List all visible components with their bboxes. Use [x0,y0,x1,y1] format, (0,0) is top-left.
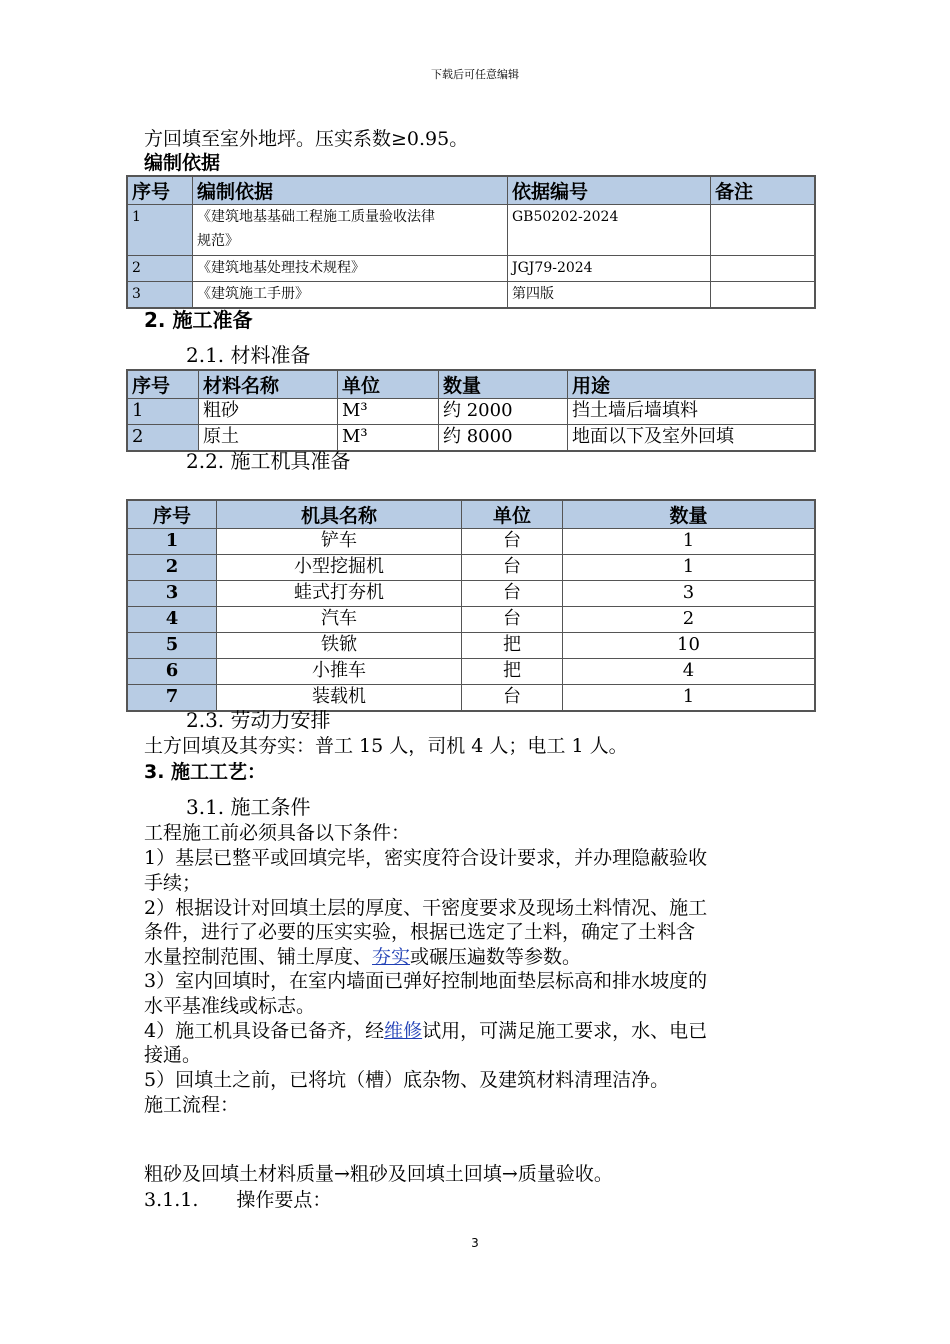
row-number: 1 [127,205,193,256]
column-header: 用途 [568,370,816,399]
basis-name: 《建筑地基基础工程施工质量验收法律 规范》 [193,205,508,256]
equipment-qty: 10 [563,633,816,659]
section-2-heading: 2. 施工准备 [144,308,253,332]
material-name: 原土 [199,425,338,452]
basis-code: JGJ79-2024 [508,256,711,282]
material-name: 粗砂 [199,399,338,425]
basis-code: GB50202-2024 [508,205,711,256]
table-row [127,529,815,555]
column-header: 单位 [462,500,563,529]
column-header: 序号 [127,500,217,529]
material-unit: M³ [338,399,439,425]
basis-code: 第四版 [508,282,711,309]
equipment-unit: 台 [462,581,563,607]
table-header-row [127,370,815,399]
row-number: 2 [127,425,199,452]
basis-note [711,282,816,309]
table-row [127,205,815,256]
table-row [127,633,815,659]
condition-5: 5）回填土之前，已将坑（槽）底杂物、及建筑材料清理洁净。 [144,1069,670,1091]
column-header: 编制依据 [193,176,508,205]
equipment-name: 小型挖掘机 [217,555,462,581]
materials-heading: 2.1. 材料准备 [186,343,311,367]
row-number: 2 [127,555,217,581]
row-number: 6 [127,659,217,685]
basis-name: 《建筑地基处理技术规程》 [193,256,508,282]
row-number: 3 [127,282,193,309]
material-use: 挡土墙后墙填料 [568,399,816,425]
labor-heading: 2.3. 劳动力安排 [186,708,331,732]
operation-points-heading: 3.1.1. 操作要点： [144,1189,332,1211]
row-number: 1 [127,399,199,425]
column-header: 单位 [338,370,439,399]
condition-4: 4）施工机具设备已备齐，经维修试用，可满足施工要求，水、电已 [144,1020,708,1042]
labor-text: 土方回填及其夯实：普工 15 人，司机 4 人；电工 1 人。 [144,735,628,757]
table-row [127,256,815,282]
column-header: 材料名称 [199,370,338,399]
condition-3-cont: 水平基准线或标志。 [144,995,316,1017]
column-header: 数量 [563,500,816,529]
material-qty: 约 8000 [439,425,568,452]
equipment-name: 小推车 [217,659,462,685]
equipment-unit: 把 [462,659,563,685]
condition-2: 2）根据设计对回填土层的厚度、干密度要求及现场土料情况、施工 [144,897,708,919]
flow-text: 粗砂及回填土材料质量→粗砂及回填土回填→质量验收。 [144,1163,613,1185]
equipment-unit: 把 [462,633,563,659]
table-header-row [127,176,815,205]
column-header: 备注 [711,176,816,205]
row-number: 1 [127,529,217,555]
column-header: 依据编号 [508,176,711,205]
page-number: 3 [471,1236,479,1250]
flow-label: 施工流程： [144,1094,240,1116]
basis-note [711,205,816,256]
column-header: 数量 [439,370,568,399]
condition-1-cont: 手续； [144,872,202,894]
table-row [127,399,815,425]
equipment-qty: 3 [563,581,816,607]
equipment-qty: 1 [563,555,816,581]
condition-1: 1）基层已整平或回填完毕，密实度符合设计要求，并办理隐蔽验收 [144,847,708,869]
row-number: 4 [127,607,217,633]
equipment-table [126,499,816,712]
section-3-heading: 3. 施工工艺： [144,761,267,783]
condition-2-cont2: 水量控制范围、铺土厚度、夯实或碾压遍数等参数。 [144,946,582,968]
equipment-unit: 台 [462,685,563,712]
equipment-name: 铲车 [217,529,462,555]
table-row [127,659,815,685]
table-row [127,425,815,452]
equipment-qty: 4 [563,659,816,685]
basis-name: 《建筑施工手册》 [193,282,508,309]
conditions-intro: 工程施工前必须具备以下条件： [144,822,411,844]
intro-line: 方回填至室外地坪。压实系数≥0.95。 [144,128,469,150]
equipment-unit: 台 [462,555,563,581]
basis-heading: 编制依据 [144,152,221,174]
basis-note [711,256,816,282]
row-number: 7 [127,685,217,712]
tamping-link[interactable]: 夯实 [372,946,411,968]
material-use: 地面以下及室外回填 [568,425,816,452]
equipment-unit: 台 [462,607,563,633]
row-number: 2 [127,256,193,282]
conditions-heading: 3.1. 施工条件 [186,795,311,819]
row-number: 3 [127,581,217,607]
table-row [127,282,815,309]
equipment-name: 蛙式打夯机 [217,581,462,607]
equipment-qty: 1 [563,529,816,555]
equipment-name: 装载机 [217,685,462,712]
condition-2-cont: 条件，进行了必要的压实实验，根据已选定了土料，确定了土料含 [144,921,696,943]
condition-4-cont: 接通。 [144,1044,202,1066]
equipment-name: 铁锨 [217,633,462,659]
maintenance-link[interactable]: 维修 [384,1020,423,1042]
column-header: 机具名称 [217,500,462,529]
column-header: 序号 [127,176,193,205]
basis-table [126,175,816,309]
material-unit: M³ [338,425,439,452]
materials-table [126,369,816,452]
equipment-name: 汽车 [217,607,462,633]
table-header-row [127,500,815,529]
table-row [127,607,815,633]
equipment-qty: 2 [563,607,816,633]
row-number: 5 [127,633,217,659]
material-qty: 约 2000 [439,399,568,425]
table-row [127,555,815,581]
column-header: 序号 [127,370,199,399]
condition-3: 3）室内回填时，在室内墙面已弹好控制地面垫层标高和排水坡度的 [144,970,708,992]
table-row [127,581,815,607]
equipment-qty: 1 [563,685,816,712]
equipment-unit: 台 [462,529,563,555]
header-note: 下载后可任意编辑 [431,68,519,81]
equipment-heading: 2.2. 施工机具准备 [186,449,351,473]
